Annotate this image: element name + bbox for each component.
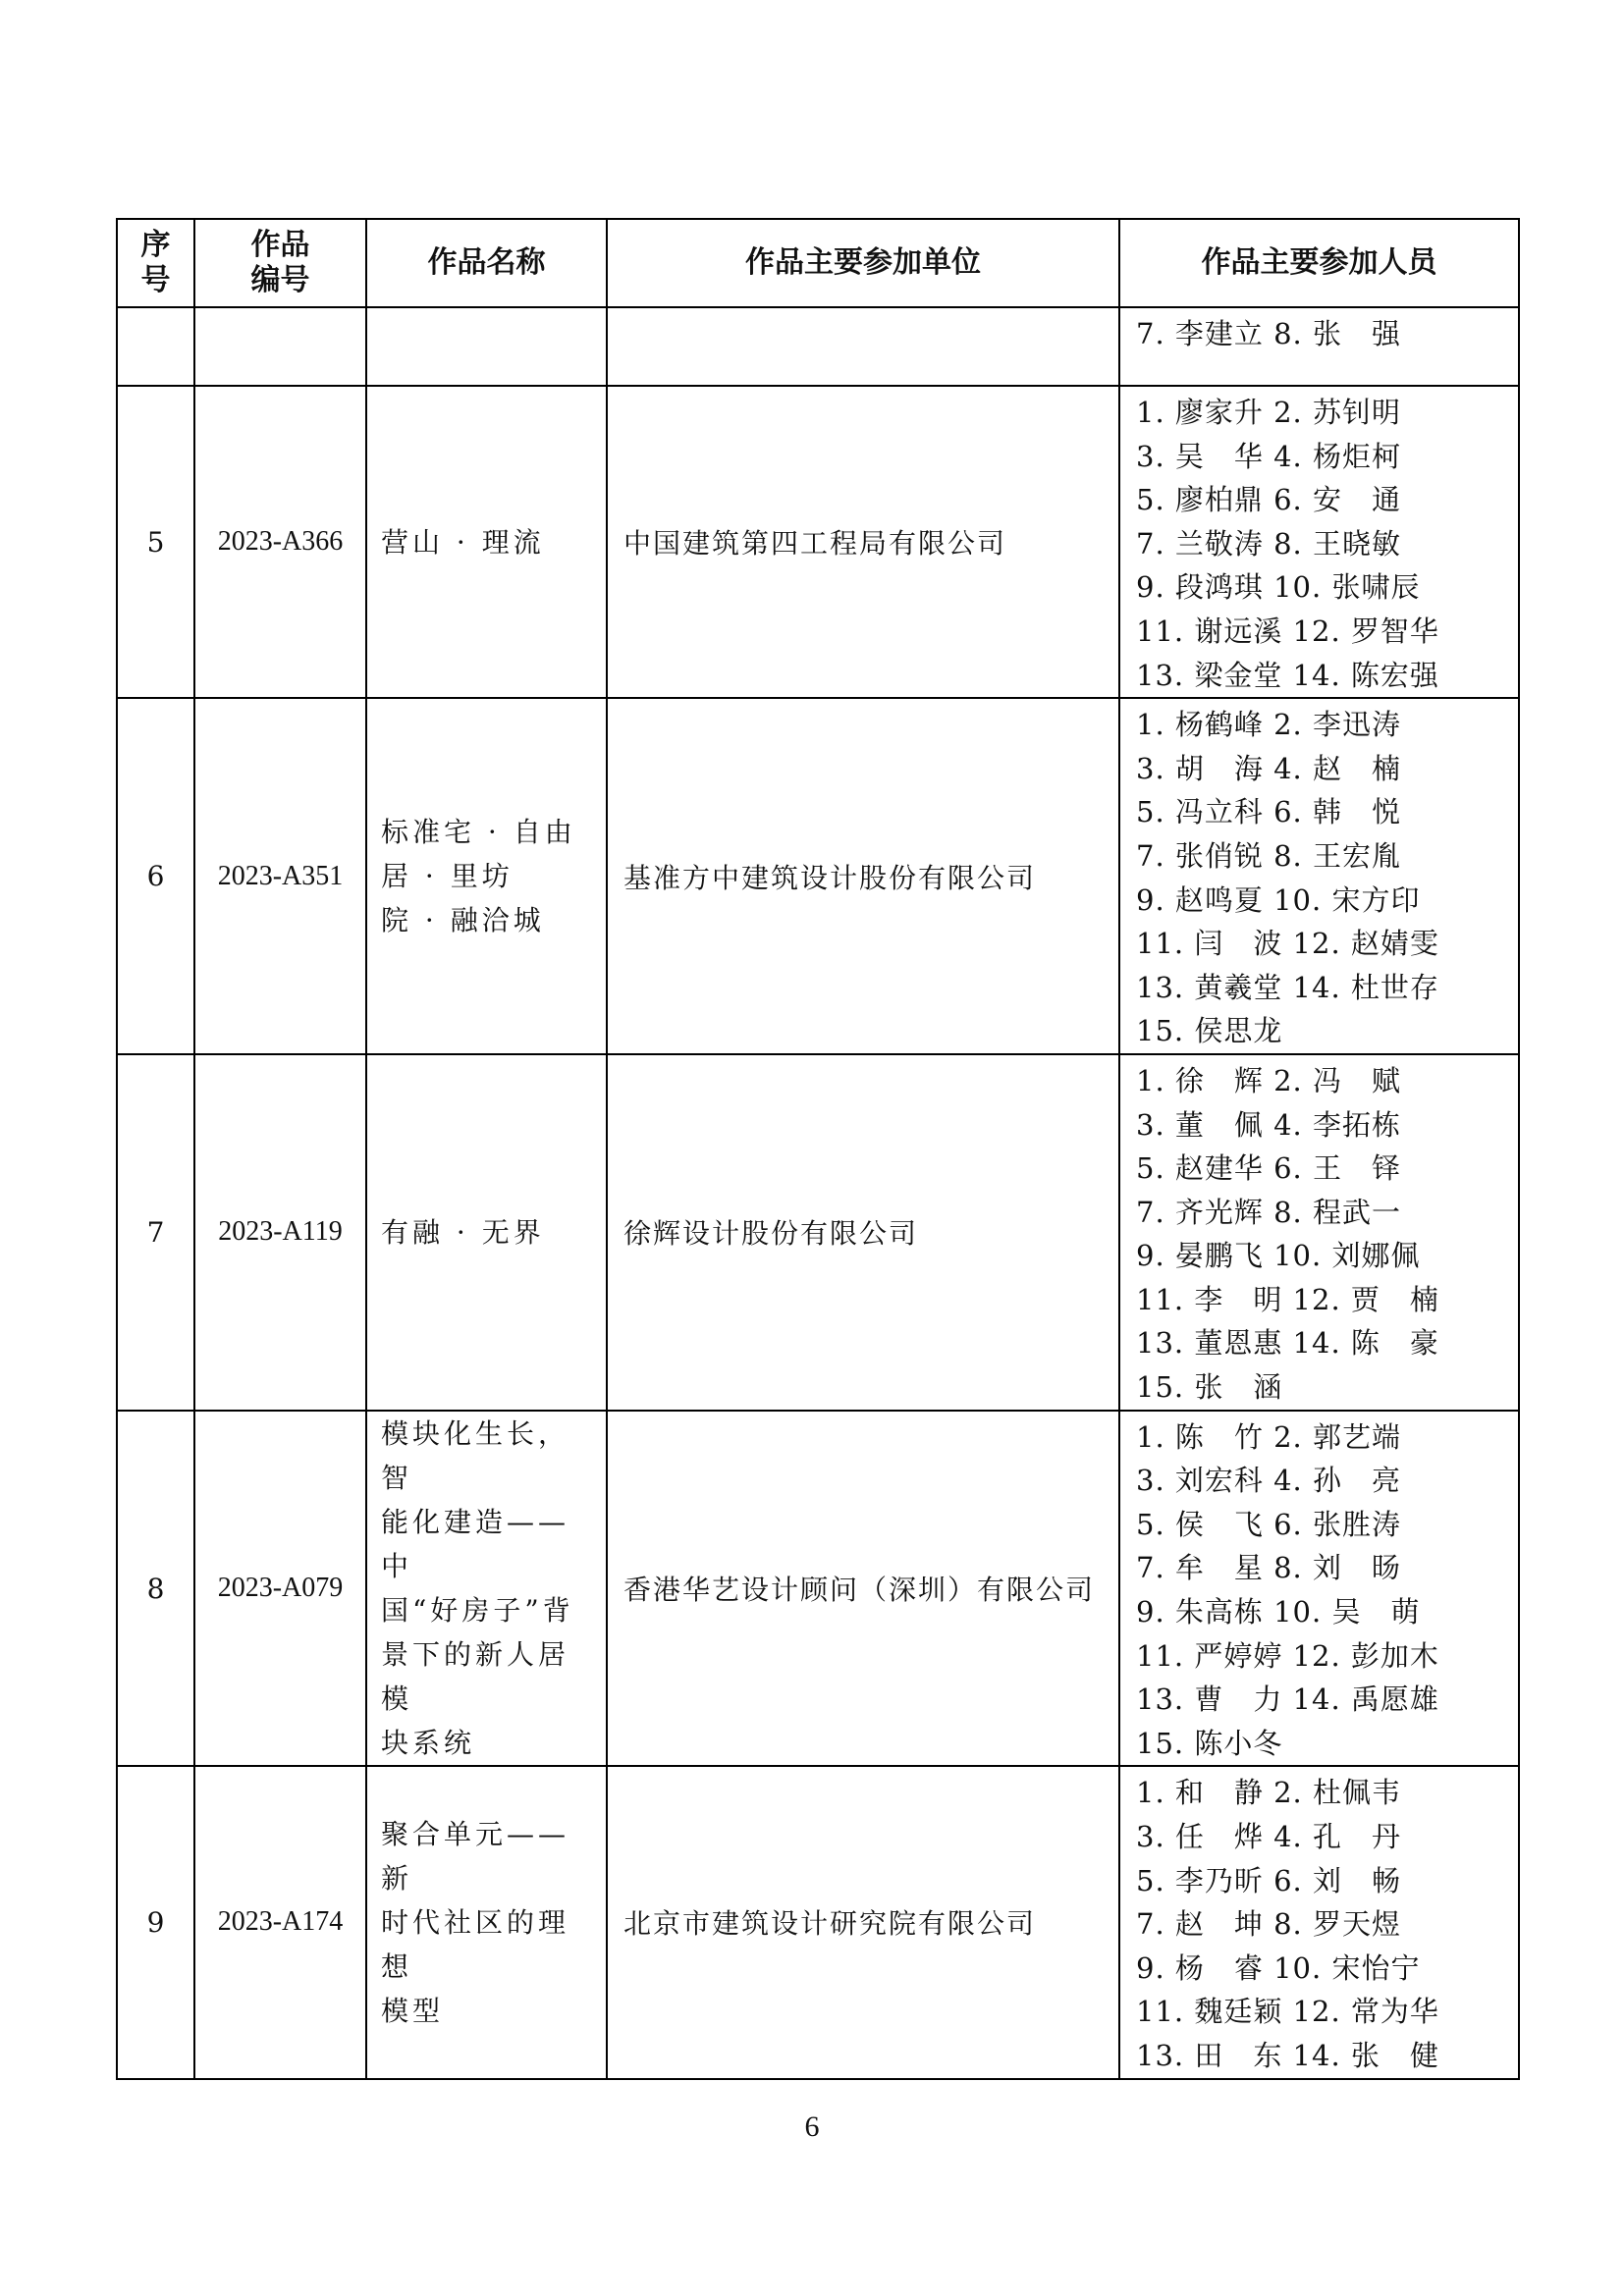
unit-cell: 中国建筑第四工程局有限公司 [607,386,1119,698]
title-line: 时代社区的理想 [381,1905,570,1983]
unit-cell: 北京市建筑设计研究院有限公司 [607,1766,1119,2078]
people-cell [1119,386,1519,698]
person-line: 13. 董恩惠 14. 陈 豪 [1136,1326,1439,1361]
title-cell [366,307,607,386]
person-line: 5. 赵建华 6. 王 铎 [1136,1151,1401,1186]
person-line: 9. 晏鹏飞 10. 刘娜佩 [1136,1239,1421,1273]
header-people: 作品主要参加人员 [1119,219,1519,307]
people-cell [1119,1411,1519,1767]
person-line: 11. 魏廷颖 12. 常为华 [1136,1995,1439,2029]
title-line: 国“好房子”背 [381,1594,574,1628]
person-line: 1. 杨鹤峰 2. 李迅涛 [1136,708,1401,742]
table-row [117,386,1519,698]
title-line: 标准宅 · 自由 [381,816,576,849]
unit-cell: 基准方中建筑设计股份有限公司 [607,698,1119,1054]
seq-cell: 5 [117,386,194,698]
header-unit: 作品主要参加单位 [607,219,1119,307]
person-line: 15. 张 涵 [1136,1370,1283,1405]
title-line: 模块化生长，智 [381,1417,570,1495]
title-line: 有融 · 无界 [381,1215,545,1249]
title-line: 院 · 融洽城 [381,904,545,937]
person-line: 7. 兰敬涛 8. 王晓敏 [1136,526,1401,561]
people-cell [1119,307,1519,386]
people-cell [1119,1054,1519,1411]
title-line: 模型 [381,1994,445,2027]
code-cell: 2023-A079 [194,1411,366,1767]
person-line: 5. 侯 飞 6. 张胜涛 [1136,1507,1401,1541]
code-cell [194,307,366,386]
person-line: 3. 胡 海 4. 赵 楠 [1136,751,1401,785]
people-cell [1119,1766,1519,2078]
person-line: 11. 李 明 12. 贾 楠 [1136,1282,1439,1316]
title-line: 能化建造——中 [381,1506,570,1583]
people-cell [1119,698,1519,1054]
person-line: 9. 赵鸣夏 10. 宋方印 [1136,882,1421,917]
seq-cell: 9 [117,1766,194,2078]
header-code: 作品编号 [194,219,366,307]
person-line: 7. 李建立 8. 张 强 [1136,317,1401,350]
seq-cell: 7 [117,1054,194,1411]
table-row [117,698,1519,1054]
person-line: 1. 廖家升 2. 苏钊明 [1136,396,1401,429]
code-cell: 2023-A366 [194,386,366,698]
title-cell [366,698,607,1054]
title-line: 景下的新人居模 [381,1638,570,1716]
person-line: 11. 谢远溪 12. 罗智华 [1136,614,1439,648]
person-line: 3. 董 佩 4. 李拓栋 [1136,1107,1401,1142]
person-line: 13. 黄羲堂 14. 杜世存 [1136,970,1439,1004]
person-line: 9. 杨 睿 10. 宋怡宁 [1136,1950,1421,1985]
title-cell [366,386,607,698]
title-line: 块系统 [381,1727,476,1760]
person-line: 3. 任 烨 4. 孔 丹 [1136,1820,1401,1853]
title-cell [366,1411,607,1767]
person-line: 7. 牟 星 8. 刘 旸 [1136,1551,1401,1585]
table-body [117,307,1519,2079]
seq-cell: 8 [117,1411,194,1767]
seq-cell: 6 [117,698,194,1054]
page-number: 6 [804,2110,820,2143]
title-cell [366,1054,607,1411]
code-cell: 2023-A119 [194,1054,366,1411]
title-line: 营山 · 理流 [381,525,545,559]
person-line: 5. 李乃昕 6. 刘 畅 [1136,1863,1401,1897]
code-cell: 2023-A174 [194,1766,366,2078]
person-line: 11. 严婷婷 12. 彭加木 [1136,1638,1439,1673]
person-line: 7. 张俏锐 8. 王宏胤 [1136,838,1401,873]
person-line: 15. 陈小冬 [1136,1726,1283,1760]
person-line: 5. 廖柏鼎 6. 安 通 [1136,483,1401,517]
unit-cell [607,307,1119,386]
header-row [117,219,1519,307]
title-line: 居 · 里坊 [381,860,514,893]
person-line: 13. 田 东 14. 张 健 [1136,2038,1439,2072]
person-line: 3. 吴 华 4. 杨炬柯 [1136,439,1401,473]
header-seq: 序号 [117,219,194,307]
table-row [117,307,1519,386]
person-line: 7. 赵 坤 8. 罗天煜 [1136,1907,1401,1942]
title-line: 聚合单元——新 [381,1817,570,1895]
header-title: 作品名称 [366,219,607,307]
person-line: 3. 刘宏科 4. 孙 亮 [1136,1464,1401,1498]
award-table [116,218,1520,2080]
unit-cell: 徐辉设计股份有限公司 [607,1054,1119,1411]
person-line: 13. 曹 力 14. 禹愿雄 [1136,1682,1439,1717]
person-line: 15. 侯思龙 [1136,1014,1283,1048]
person-line: 5. 冯立科 6. 韩 悦 [1136,795,1401,829]
title-cell [366,1766,607,2078]
person-line: 1. 徐 辉 2. 冯 赋 [1136,1063,1401,1097]
person-line: 7. 齐光辉 8. 程武一 [1136,1195,1401,1229]
code-cell: 2023-A351 [194,698,366,1054]
table-row [117,1766,1519,2078]
person-line: 11. 闫 波 12. 赵婧雯 [1136,927,1439,961]
table-row [117,1411,1519,1767]
person-line: 9. 段鸿琪 10. 张啸辰 [1136,570,1421,605]
person-line: 9. 朱高栋 10. 吴 萌 [1136,1595,1421,1629]
table-row [117,1054,1519,1411]
person-line: 13. 梁金堂 14. 陈宏强 [1136,658,1439,692]
seq-cell [117,307,194,386]
unit-cell: 香港华艺设计顾问（深圳）有限公司 [607,1411,1119,1767]
person-line: 1. 和 静 2. 杜佩韦 [1136,1776,1401,1810]
person-line: 1. 陈 竹 2. 郭艺端 [1136,1419,1401,1454]
